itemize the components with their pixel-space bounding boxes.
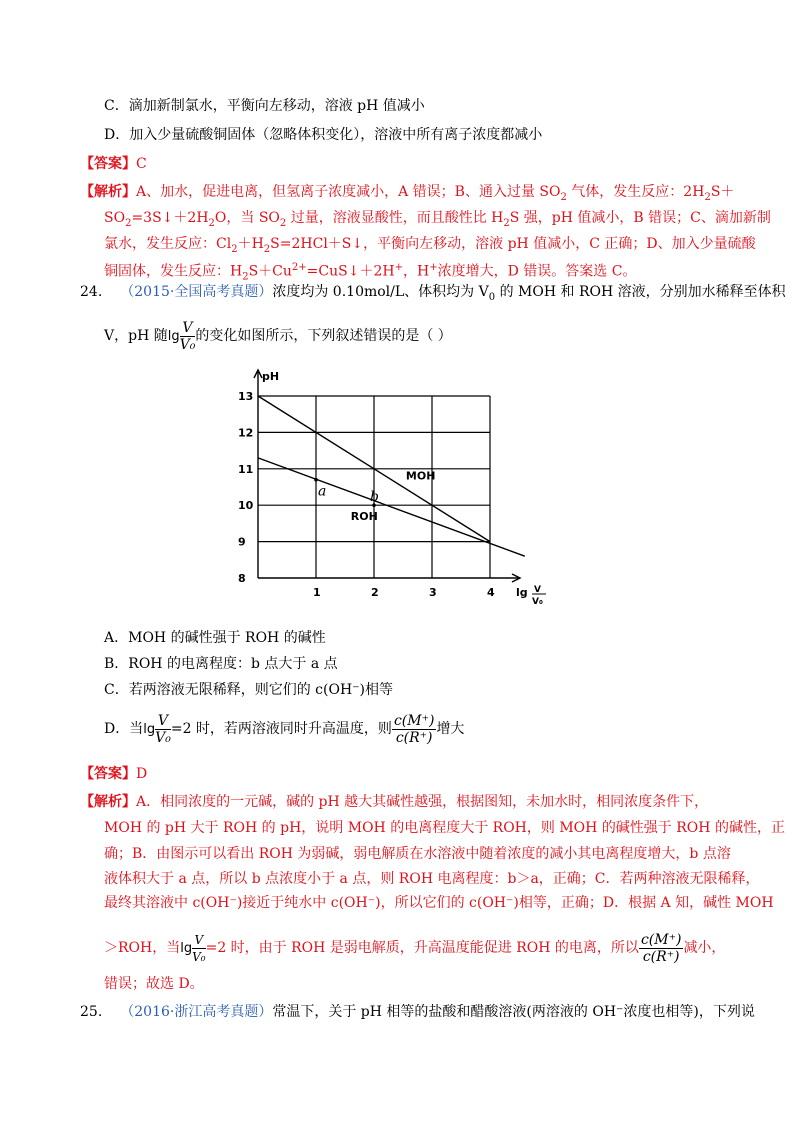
q24-answer: 【答案】D — [80, 766, 148, 782]
x-tick-label: 2 — [371, 586, 379, 599]
q24-analysis-line-2: MOH 的 pH 大于 ROH 的 pH，说明 MOH 的电离程度大于 ROH，则 MOH 的碱性强于 ROH 的碱性，正 — [104, 820, 785, 836]
y-tick-label: 13 — [238, 390, 254, 403]
q24-option-a: A．MOH 的碱性强于 ROH 的碱性 — [104, 630, 326, 646]
prev-analysis-line-2: $SO_2=3S↓+2H_2O$，当 $SO_2$ 过量，溶液显酸性，而且酸性比 $H_2S$ 强，pH 值减小，B 错误；C、滴加新制 — [104, 210, 771, 229]
point-label-b: b — [370, 489, 379, 506]
q24-analysis-line-5: 最终其溶液中 c(OH⁻)接近于纯水中 c(OH⁻)，所以它们的 c(OH⁻)相等，正确；D．根据 A 知，碱性 MOH — [104, 895, 774, 911]
x-axis-label-num: V — [534, 585, 541, 595]
q24-option-d: D．当lg $\frac{V}{\text{V₀}}$ =2 时，若两溶液同时升高温度，则 $\frac{c(M^+)}{c(R^+)}$ 增大 — [104, 712, 465, 746]
q25-stem: 25. （2016·浙江高考真题）常温下，关于 pH 相等的盐酸和醋酸溶液(两溶液的 OH⁻浓度也相等)，下列说 — [80, 1004, 755, 1020]
q24-analysis-line-7: 错误；故选 D。 — [104, 976, 204, 992]
q24-stem-line-2: V，pH 随lg $\frac{V}{\text{V₀}}$ 的变化如图所示，下列叙述错误的是（ ） — [104, 319, 452, 353]
x-tick-label: 4 — [487, 586, 495, 599]
q24-analysis-line-6: ＞ROH，当lg $\frac{V}{\text{V₀}}$ =2 时，由于 ROH 是弱电解质，升高温度能促进 ROH 的电离，所以 $\frac{c(M^+)}{c(R^+)}$ 减小， — [104, 931, 726, 965]
series-label-roh: ROH — [350, 509, 378, 523]
x-axis-label: lg — [516, 586, 528, 599]
q24-analysis-line-3: 确；B．由图示可以看出 ROH 为弱碱，弱电解质在水溶液中随着浓度的减小其电离程度增大，b 点溶 — [104, 846, 731, 862]
prev-option-d: D．加入少量硫酸铜固体（忽略体积变化），溶液中所有离子浓度都减小 — [104, 127, 543, 143]
x-axis-label-den: V₀ — [532, 597, 543, 607]
analysis-tag: 【解析】 — [80, 184, 136, 200]
q24-option-c: C．若两溶液无限稀释，则它们的 c(OH⁻)相等 — [104, 682, 394, 698]
series-label-moh: MOH — [405, 469, 436, 483]
ph-dilution-chart — [225, 366, 543, 616]
point-label-a: a — [318, 483, 327, 500]
y-tick-label: 10 — [238, 499, 254, 513]
point-a — [314, 478, 318, 482]
y-tick-label: 9 — [238, 535, 246, 549]
fraction-v-over-v0: $\frac{V}{\text{V₀}}$ — [179, 319, 196, 353]
answer-value: C — [136, 156, 147, 172]
answer-tag: 【答案】 — [80, 156, 136, 172]
y-tick-label: 8 — [238, 572, 246, 585]
question-source: （2015·全国高考真题） — [120, 284, 273, 300]
q24-analysis-line-4: 液体积大于 a 点，所以 b 点浓度小于 a 点，则 ROH 电离程度：b＞a，正确；C．若两种溶液无限稀释， — [104, 871, 760, 887]
y-tick-label: 11 — [238, 462, 254, 476]
question-number: 24. — [80, 284, 103, 300]
q24-analysis-line-1: 【解析】A．相同浓度的一元碱，碱的 pH 越大其碱性越强，根据图知，未加水时，相同浓度条件下， — [80, 794, 709, 810]
y-tick-label: 12 — [238, 426, 254, 440]
prev-analysis-line-3: 氯水，发生反应：$Cl_2+H_2S=2HCl+S↓$，平衡向左移动，溶液 pH 值减小，C 正确；D、加入少量硫酸 — [104, 236, 756, 255]
y-axis-label: pH — [262, 370, 280, 383]
prev-answer — [80, 154, 147, 174]
q24-stem-line-1: 24. （2015·全国高考真题）浓度均为 0.10mol/L、体积均为 $V_0$ 的 MOH 和 ROH 溶液，分别加水稀释至体积 — [80, 284, 786, 303]
prev-option-c: C．滴加新制氯水，平衡向左移动，溶液 pH 值减小 — [104, 98, 425, 114]
x-tick-label: 1 — [313, 586, 321, 599]
x-tick-label: 3 — [429, 586, 437, 599]
q24-option-b: B．ROH 的电离程度：b 点大于 a 点 — [104, 656, 338, 672]
prev-analysis-line-4: 铜固体，发生反应：$H_2S+Cu^{2+}=CuS↓+2H^+$，H+浓度增大，D 错误。答案选 C。 — [104, 262, 637, 283]
prev-analysis-line-1: 【解析】A、加水，促进电离，但氢离子浓度减小，A 错误；B、通入过量 $SO_2$ 气体，发生反应：$2H_2S+$ — [80, 184, 735, 203]
